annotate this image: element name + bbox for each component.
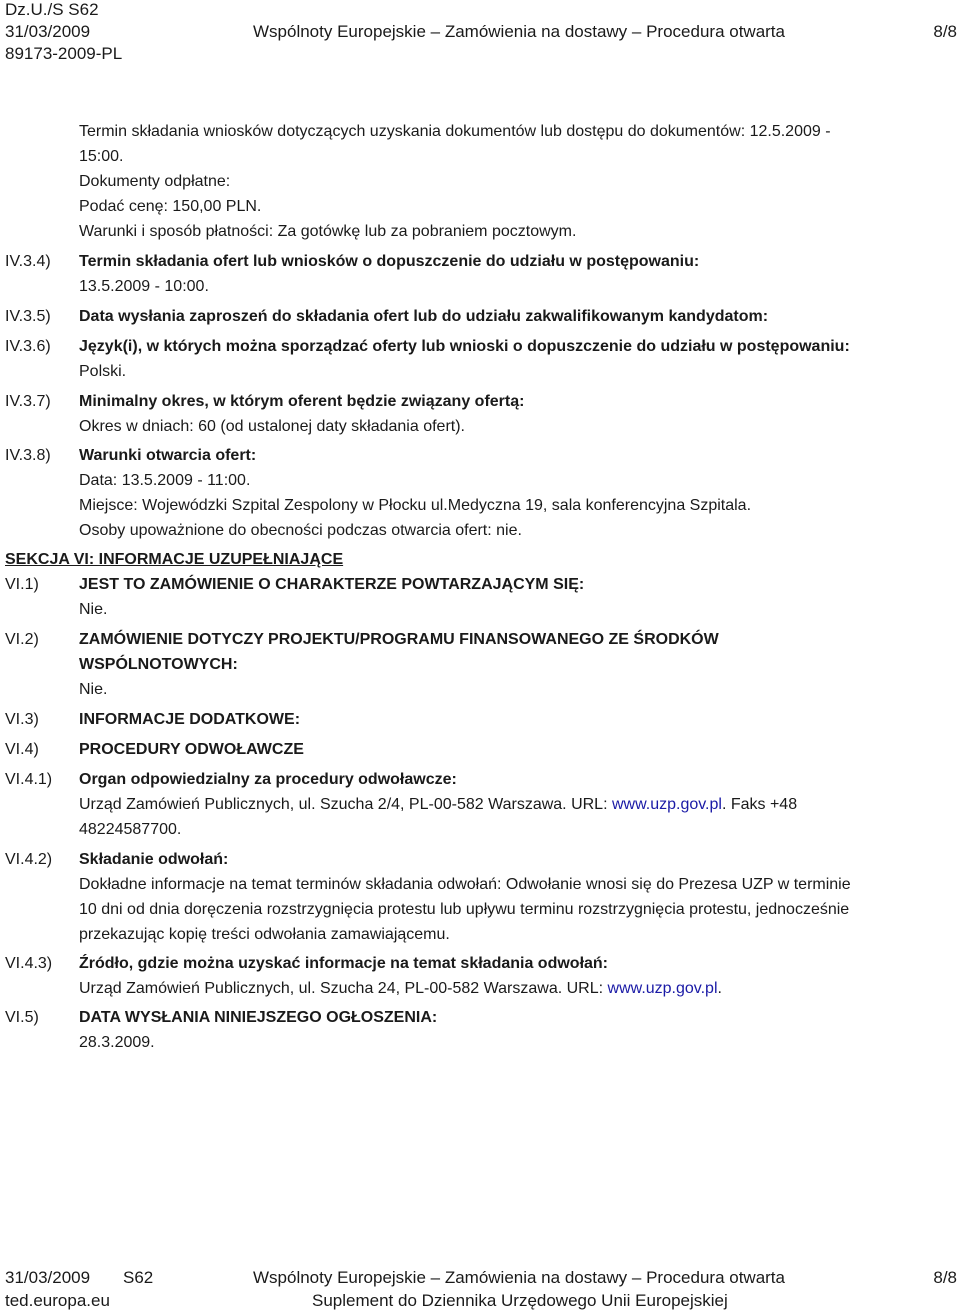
section-number: VI.5) bbox=[5, 1009, 39, 1026]
section-value: Okres w dniach: 60 (od ustalonej daty składania ofert). bbox=[79, 418, 465, 435]
section-value bbox=[79, 795, 797, 815]
section-value: Nie. bbox=[79, 601, 108, 618]
section-heading: DATA WYSŁANIA NINIEJSZEGO OGŁOSZENIA: bbox=[79, 1009, 438, 1026]
section-heading: PROCEDURY ODWOŁAWCZE bbox=[79, 741, 304, 758]
section-number: IV.3.5) bbox=[5, 308, 51, 325]
section-number: VI.4.3) bbox=[5, 955, 53, 972]
section-heading: Źródło, gdzie można uzyskać informacje na temat składania odwołań: bbox=[79, 955, 609, 972]
section-title: SEKCJA VI: INFORMACJE UZUPEŁNIAJĄCE bbox=[5, 551, 344, 568]
header-title: Wspólnoty Europejskie – Zamówienia na dostawy – Procedura otwarta bbox=[253, 22, 785, 41]
section-heading: Minimalny okres, w którym oferent będzie związany ofertą: bbox=[79, 393, 525, 410]
address-text: Urząd Zamówień Publicznych, ul. Szucha 24, PL-00-582 Warszawa. URL: bbox=[79, 980, 608, 997]
body-line: Dokumenty odpłatne: bbox=[79, 173, 231, 190]
section-value: Data: 13.5.2009 - 11:00. bbox=[79, 472, 251, 489]
address-text: Urząd Zamówień Publicznych, ul. Szucha 2/4, PL-00-582 Warszawa. URL: bbox=[79, 796, 612, 813]
section-number: IV.3.6) bbox=[5, 338, 51, 355]
section-value: Dokładne informacje na temat terminów składania odwołań: Odwołanie wnosi się do Prezesa UZP w terminie bbox=[79, 876, 851, 893]
section-number: VI.2) bbox=[5, 631, 39, 648]
section-value: Polski. bbox=[79, 363, 127, 380]
section-number: IV.3.4) bbox=[5, 253, 51, 270]
section-heading: Data wysłania zaproszeń do składania ofert lub do udziału zakwalifikowanym kandydatom: bbox=[79, 308, 769, 325]
section-value: 48224587700. bbox=[79, 821, 182, 838]
section-value: Nie. bbox=[79, 681, 108, 698]
section-number: VI.4.1) bbox=[5, 771, 53, 788]
section-number: VI.3) bbox=[5, 711, 39, 728]
journal-id: Dz.U./S S62 bbox=[5, 0, 99, 19]
uzp-link[interactable]: www.uzp.gov.pl bbox=[607, 980, 718, 997]
footer-site: ted.europa.eu bbox=[5, 1291, 110, 1310]
section-value: Osoby upoważnione do obecności podczas otwarcia ofert: nie. bbox=[79, 522, 522, 539]
section-heading-continued: WSPÓLNOTOWYCH: bbox=[79, 656, 238, 673]
section-heading: Termin składania ofert lub wniosków o dopuszczenie do udziału w postępowaniu: bbox=[79, 253, 700, 270]
section-heading: Składanie odwołań: bbox=[79, 851, 229, 868]
section-heading: JEST TO ZAMÓWIENIE O CHARAKTERZE POWTARZAJĄCYM SIĘ: bbox=[79, 576, 585, 593]
section-value: 13.5.2009 - 10:00. bbox=[79, 278, 209, 295]
body-line: 15:00. bbox=[79, 148, 124, 165]
section-heading: Język(i), w których można sporządzać oferty lub wnioski o dopuszczenie do udziału w postępowaniu: bbox=[79, 338, 850, 355]
header-page-number: 8/8 bbox=[933, 22, 957, 41]
section-number: IV.3.7) bbox=[5, 393, 51, 410]
section-value bbox=[79, 979, 722, 999]
section-heading: Organ odpowiedzialny za procedury odwoławcze: bbox=[79, 771, 457, 788]
section-number: VI.1) bbox=[5, 576, 39, 593]
section-number: VI.4) bbox=[5, 741, 39, 758]
section-value: 10 dni od dnia doręczenia rozstrzygnięcia protestu lub upływu terminu rozstrzygnięcia protestu, jednocześnie bbox=[79, 901, 850, 918]
section-value: 28.3.2009. bbox=[79, 1034, 155, 1051]
body-line: Termin składania wniosków dotyczących uzyskania dokumentów lub dostępu do dokumentów: 12.5.2009 - bbox=[79, 123, 831, 140]
section-heading: INFORMACJE DODATKOWE: bbox=[79, 711, 301, 728]
section-heading: Warunki otwarcia ofert: bbox=[79, 447, 257, 464]
section-value: Miejsce: Wojewódzki Szpital Zespolony w Płocku ul.Medyczna 19, sala konferencyjna Szpitala. bbox=[79, 497, 752, 514]
period-text: . bbox=[717, 980, 722, 997]
footer-series: S62 bbox=[123, 1268, 154, 1287]
section-number: IV.3.8) bbox=[5, 447, 51, 464]
footer-title: Wspólnoty Europejskie – Zamówienia na dostawy – Procedura otwarta bbox=[253, 1268, 785, 1287]
uzp-link[interactable]: www.uzp.gov.pl bbox=[611, 796, 722, 813]
footer-date: 31/03/2009 bbox=[5, 1268, 91, 1287]
footer-supplement: Suplement do Dziennika Urzędowego Unii Europejskiej bbox=[312, 1291, 728, 1310]
document-reference: 89173-2009-PL bbox=[5, 44, 123, 63]
body-line: Warunki i sposób płatności: Za gotówkę lub za pobraniem pocztowym. bbox=[79, 223, 577, 240]
section-number: VI.4.2) bbox=[5, 851, 53, 868]
section-value: przekazując kopię treści odwołania zamawiającemu. bbox=[79, 926, 450, 943]
header-date: 31/03/2009 bbox=[5, 22, 91, 41]
footer-page-number: 8/8 bbox=[933, 1268, 957, 1287]
body-line: Podać cenę: 150,00 PLN. bbox=[79, 198, 262, 215]
section-heading: ZAMÓWIENIE DOTYCZY PROJEKTU/PROGRAMU FINANSOWANEGO ZE ŚRODKÓW bbox=[79, 631, 719, 648]
fax-text: . Faks +48 bbox=[721, 796, 798, 813]
